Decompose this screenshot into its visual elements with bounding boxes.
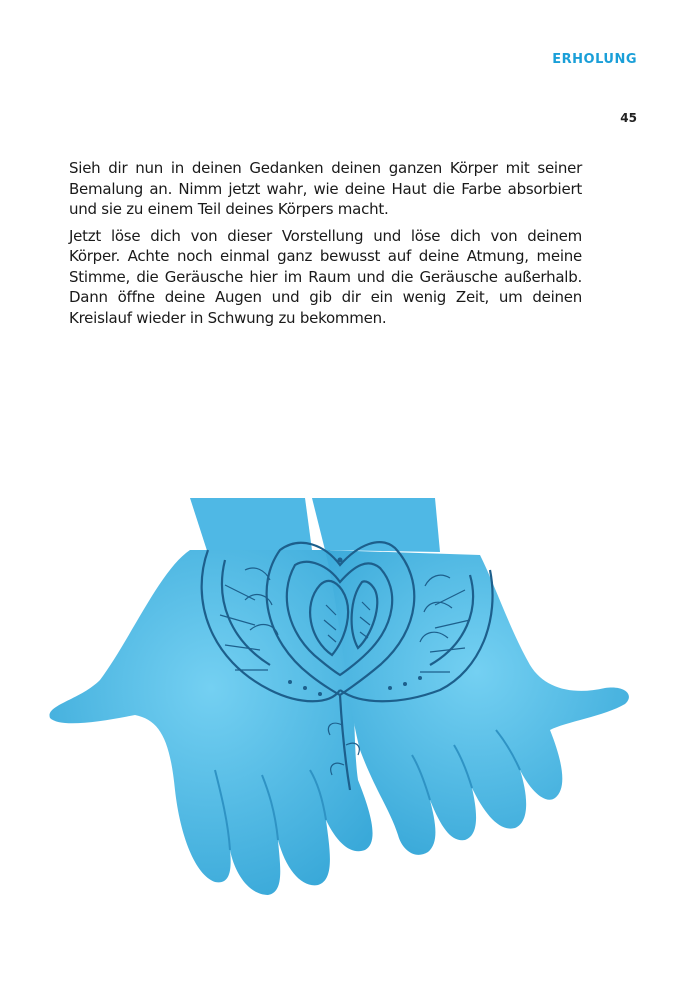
section-label: ERHOLUNG	[552, 52, 637, 67]
body-text	[69, 158, 582, 334]
paragraph-2: Jetzt löse dich von dieser Vorstellung und löse dich von deinem Körper. Achte noch einmal ganz bewusst auf deine Atmung, meine Stimme, die Geräusche hier im Raum und die Geräusche außerhalb. Dann öffne deine Augen und gib dir ein wenig Zeit, um deinen Kreislauf wieder in Schwung zu bekommen.	[69, 226, 582, 327]
page-number: 45	[620, 111, 637, 125]
paragraph-1: Sieh dir nun in deinen Gedanken deinen ganzen Körper mit seiner Bemalung an. Nimm jetzt wahr, wie deine Haut die Farbe absorbiert und sie zu einem Teil deines Körpers macht.	[69, 159, 582, 218]
henna-hands-icon	[40, 490, 640, 900]
